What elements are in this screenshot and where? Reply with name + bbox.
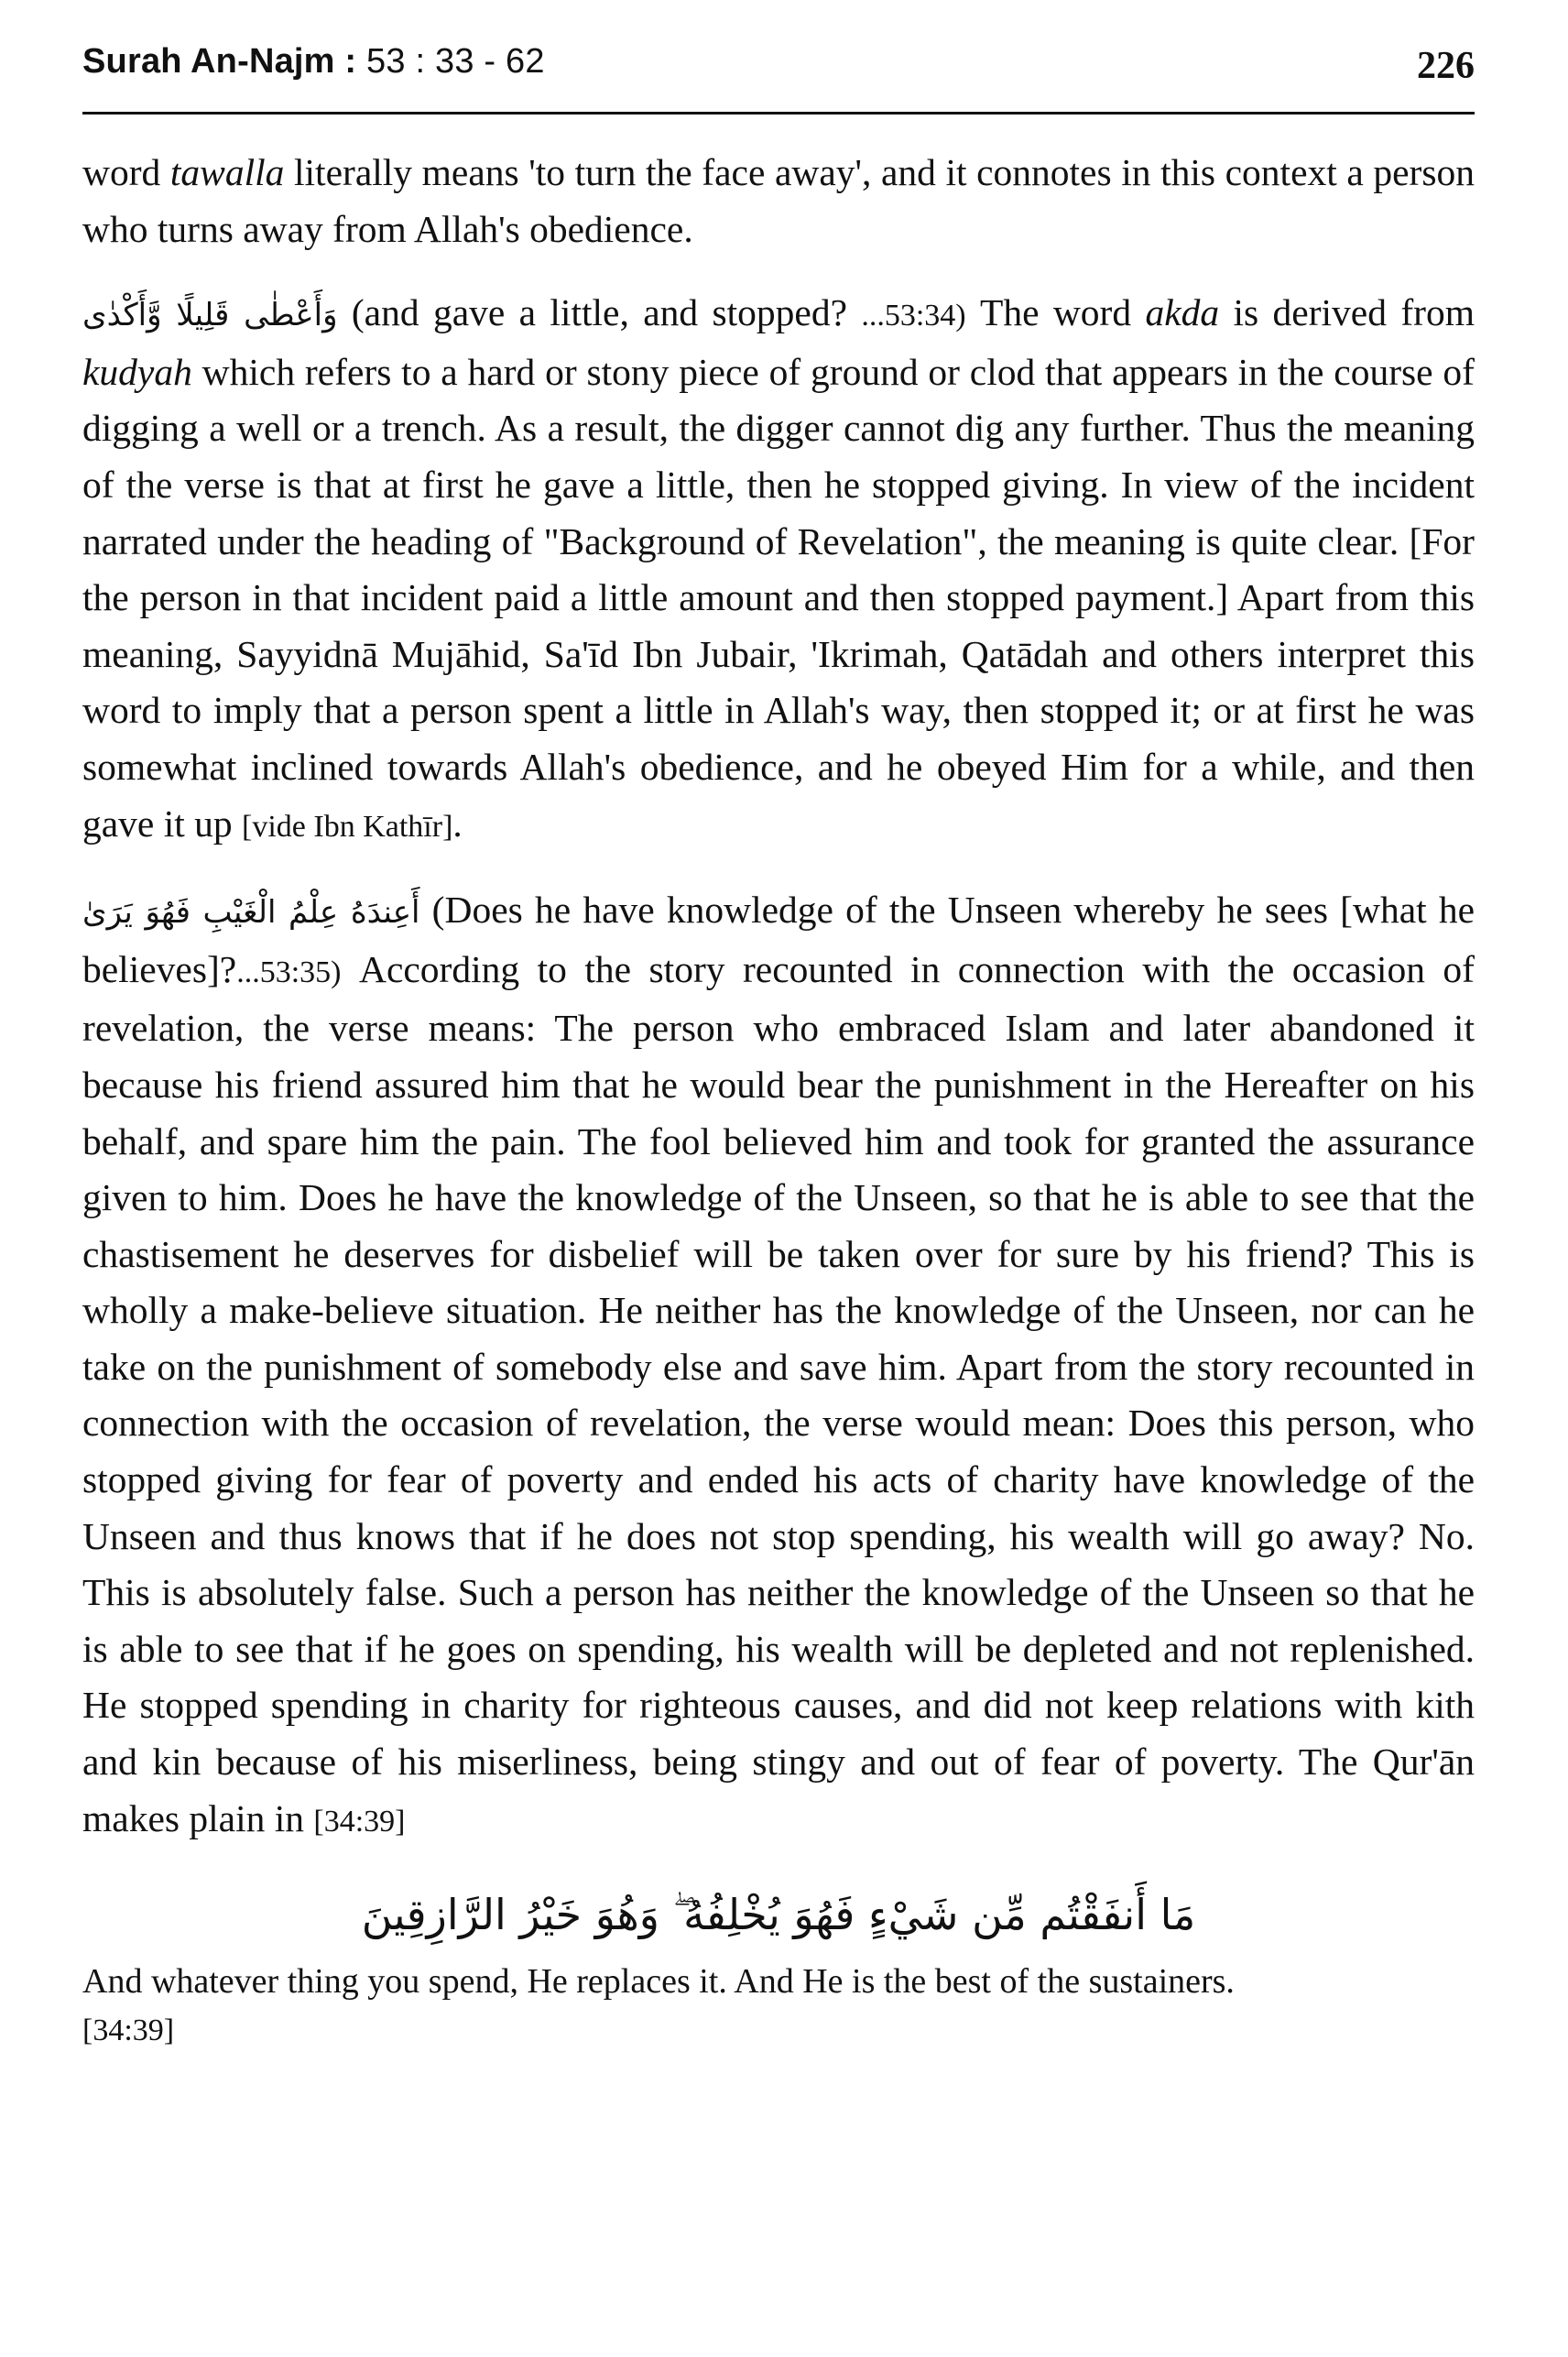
text: . [452,802,463,845]
arabic-verse-53-35: أَعِندَهُ عِلْمُ الْغَيْبِ فَهُوَ يَرَىٰ [82,894,420,932]
header-rule [82,112,1475,115]
page-body [82,145,1475,2055]
text: According to the story recounted in connection with the occasion of revelation, the verse means: The person who embraced Islam and later abandoned it because his friend assured him that he would bear the punishment in the Hereafter on his behalf, and spare him the pain. The fool believed him and took for granted the assurance given to him. Does he have the knowledge of the Unseen, so that he is able to see that the chastisement he deserves for disbelief will be taken over for sure by his friend? This is wholly a make-believe situation. He neither has the knowledge of the Unseen, nor can he take on the punishment of somebody else and save him. Apart from the story recounted in connection with the occasion of revelation, the verse would mean: Does this person, who stopped giving for fear of poverty and ended his acts of charity have knowledge of the Unseen and thus knows that if he does not stop spending, his wealth will go away? No. This is absolutely false. Such a person has neither the knowledge of the Unseen so that he is able to see that if he goes on spending, his wealth will be depleted and not replenished. He stopped spending in charity for righteous causes, and did not keep relations with kith and kin because of his miserliness, being stingy and out of fear of poverty. The Qur'ān makes plain in [82,947,1475,1839]
text: literally means 'to turn the face away', and it connotes in this context a person who turns away from Allah's obedience. [82,151,1475,250]
page-header [82,42,1475,106]
paragraph-tawalla [82,145,1475,257]
text: (and gave a little, and stopped? [337,291,862,334]
citation: [vide Ibn Kathīr] [242,809,453,844]
verse-translation [82,1958,1301,2055]
page-number: 226 [1417,45,1475,87]
term-kudyah: kudyah [82,350,192,393]
verse-ref: ...53:35) [236,955,342,989]
paragraph-unseen [82,882,1475,1850]
surah-title: Surah An-Najm [82,42,335,81]
term-akda: akda [1145,291,1220,334]
verse-ref: [34:39] [313,1804,406,1839]
running-title: Surah An-Najm : 53 : 33 - 62 [82,42,545,81]
term-tawalla: tawalla [169,151,285,193]
paragraph-akda [82,285,1475,855]
text: which refers to a hard or stony piece of ground or clod that appears in the course of digging a well or a trench. As a result, the digger cannot dig any further. Thus the meaning of the verse is that at first he gave a little, then he stopped giving. In view of the incident narrated under the heading of "Background of Revelation", the meaning is quite clear. [For the person in that incident paid a little amount and then stopped payment.] Apart from this meaning, Sayyidnā Mujāhid, Sa'īd Ibn Jubair, 'Ikrimah, Qatādah and others interpret this word to imply that a person spent a little in Allah's way, then stopped it; or at first he was somewhat inclined towards Allah's obedience, and he obeyed Him for a while, and then gave it up [82,350,1475,845]
arabic-verse-53-34: وَأَعْطٰى قَلِيلًا وَّأَكْدٰى [82,297,338,334]
text: word [82,151,170,193]
verse-range: 53 : 33 - 62 [366,42,545,81]
arabic-verse-34-39: مَا أَنفَقْتُم مِّن شَيْءٍ فَهُوَ يُخْلِفُهُ ۖ وَهُوَ خَيْرُ الرَّازِقِينَ [361,1890,1196,1940]
text: (Does he have knowledge of the Unseen whereby he sees [what he believes]? [82,889,1475,990]
text: And whatever thing you spend, He replaces it. And He is the best of the sustainers. [82,1962,1235,2002]
verse-ref: ...53:34) [861,299,966,333]
text: is derived from [1219,291,1475,334]
text: The word [965,291,1146,334]
verse-ref: [34:39] [82,2013,175,2048]
